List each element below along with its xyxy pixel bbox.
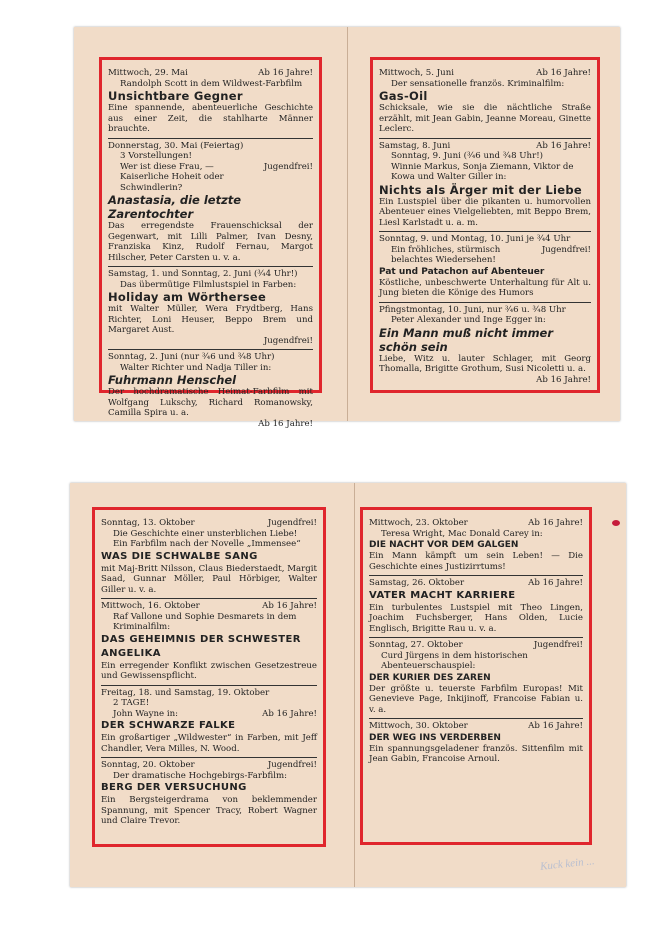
program-panel-top-right (370, 57, 600, 393)
intro-text: Das übermütige Filmlustspiel in Farben: (120, 279, 297, 290)
film-description: mit Maj-Britt Nilsson, Claus Biederstaedt, Margit Saad, Gunnar Möller, Paul Hörbiger, Walter Giller u. v. a. (101, 563, 317, 595)
age-rating: Ab 16 Jahre! (528, 518, 583, 528)
intro-text: 3 Vorstellungen! (120, 151, 192, 161)
film-description: mit Walter Müller, Wera Frydtberg, Hans Richter, Loni Heuser, Beppo Brem und Margaret Aust. (108, 304, 313, 335)
date-row (379, 141, 591, 152)
film-description: Ein turbulentes Lustspiel mit Theo Lingen, Joachim Fuchsberger, Hans Olden, Lucie Englisch, Brigitte Rau u. v. a. (369, 602, 583, 634)
intro-text: Der sensationelle französ. Kriminalfilm: (391, 78, 565, 89)
age-rating: Jugendfrei! (263, 161, 313, 172)
age-rating: Ab 16 Jahre! (262, 601, 317, 611)
screening-date: Samstag, 26. Oktober (369, 578, 465, 588)
screening-date: Sonntag, 13. Oktober (101, 518, 195, 528)
film-description: Ein spannungsgeladener französ. Sittenfilm mit Jean Gabin, Francoise Arnoul. (369, 743, 583, 764)
intro-text: John Wayne in: (113, 708, 179, 719)
age-rating: Jugendfrei! (263, 335, 313, 346)
date-row (101, 688, 317, 699)
date-row (108, 141, 313, 152)
film-title: BERG DER VERSUCHUNG (101, 782, 247, 793)
program-entry (101, 599, 317, 686)
fold-line (354, 483, 355, 887)
program-entry (379, 66, 591, 139)
screening-date: Freitag, 18. und Samstag, 19. Oktober (101, 687, 270, 698)
screening-date: Donnerstag, 30. Mai (Feiertag) (108, 140, 244, 151)
program-entry (369, 638, 583, 719)
screening-date: Mittwoch, 23. Oktober (369, 518, 468, 528)
program-entry (369, 576, 583, 638)
program-entry (379, 139, 591, 233)
film-title: VATER MACHT KARRIERE (369, 589, 516, 601)
film-title: Nichts als Ärger mit der Liebe (379, 182, 582, 197)
intro-text: Ein Farbfilm nach der Novelle „Immensee“ (113, 539, 301, 549)
film-description: Schicksale, wie sie die nächtliche Straße erzählt, mit Jean Gabin, Jeanne Moreau, Ginette Leclerc. (379, 103, 591, 134)
age-rating: Jugendfrei! (533, 640, 583, 650)
film-description: Köstliche, unbeschwerte Unterhaltung für Alt u. Jung bieten die Könige des Humors (379, 277, 591, 298)
date-row (108, 269, 313, 280)
film-title: DER KURIER DES ZAREN (369, 672, 491, 683)
date-row (369, 640, 583, 651)
program-panel-bottom-left (92, 507, 326, 847)
film-title: Ein Mann muß nicht immer schön sein (379, 325, 554, 354)
intro-text: Raf Vallone und Sophie Desmarets in dem Kriminalfilm: (113, 611, 297, 632)
program-panel-bottom-right (360, 507, 592, 845)
screening-date: Mittwoch, 5. Juni (379, 68, 454, 78)
intro-text: 2 TAGE! (113, 698, 150, 708)
age-rating: Jugendfrei! (541, 244, 591, 255)
ink-stain (612, 520, 620, 526)
film-description: Ein Bergsteigerdrama von beklemmender Spannung, mit Spencer Tracy, Robert Wagner und Claire Trevor. (101, 795, 317, 826)
age-rating: Ab 16 Jahre! (262, 708, 317, 719)
handwritten-note: Kuck kein ... (539, 855, 596, 873)
intro-text: Wer ist diese Frau, — Kaiserliche Hoheit oder Schwindlerin? (120, 161, 224, 193)
film-description: Ein großartiger „Wildwester“ in Farben, mit Jeff Chandler, Vera Milles, N. Wood. (101, 733, 317, 754)
intro-row (379, 245, 591, 266)
screening-date: Pfingstmontag, 10. Juni, nur ¾6 u. ¾8 Uhr (379, 304, 566, 315)
program-entry (108, 267, 313, 350)
film-title: Holiday am Wörthersee (108, 290, 267, 304)
age-rating: Ab 16 Jahre! (536, 68, 591, 78)
film-description: Der hochdramatische Heimat-Farbfilm mit Wolfgang Lukschy, Richard Romanowsky, Camilla Spira u. a. (108, 387, 313, 418)
film-title: Fuhrmann Henschel (108, 373, 237, 387)
age-rating: Ab 16 Jahre! (536, 374, 591, 385)
screening-date: Samstag, 1. und Sonntag, 2. Juni (¾4 Uhr!) (108, 269, 298, 279)
intro-text: Winnie Markus, Sonja Ziemann, Viktor de Kowa und Walter Giller in: (391, 161, 574, 182)
intro-row (108, 162, 313, 194)
intro-text: Sonntag, 9. Juni (¾6 und ¾8 Uhr!) (391, 151, 544, 161)
age-rating: Ab 16 Jahre! (536, 140, 591, 151)
screening-date: Sonntag, 20. Oktober (101, 760, 195, 770)
date-row (108, 68, 313, 79)
program-entry (108, 139, 313, 268)
screening-date: Sonntag, 2. Juni (nur ¾6 und ¾8 Uhr) (108, 352, 275, 362)
age-rating: Ab 16 Jahre! (258, 68, 313, 78)
age-rating: Jugendfrei! (267, 518, 317, 528)
screening-date: Sonntag, 9. und Montag, 10. Juni je ¾4 Uhr (379, 234, 571, 244)
date-row (108, 352, 313, 363)
intro-text: Walter Richter und Nadja Tiller in: (120, 362, 272, 373)
program-entry (379, 232, 591, 303)
program-entry (369, 516, 583, 576)
intro-text: Ein fröhliches, stürmisch belachtes Wiedersehen! (391, 244, 501, 265)
intro-row (101, 709, 317, 720)
screening-date: Samstag, 8. Juni (379, 140, 451, 151)
film-description: Eine spannende, abenteuerliche Geschichte aus einer Zeit, die stahlharte Männer brauchte. (108, 103, 313, 134)
film-title: DIE NACHT VOR DEM GALGEN (369, 540, 519, 550)
intro-text: Die Geschichte einer unsterblichen Liebe! (113, 528, 298, 539)
film-description: Der größte u. teuerste Farbfilm Europas! Mit Genevieve Page, Inkijinoff, Francoise Fabian u. v. a. (369, 683, 583, 715)
fold-line (347, 27, 348, 421)
screening-date: Mittwoch, 16. Oktober (101, 601, 200, 611)
screening-date: Mittwoch, 29. Mai (108, 68, 188, 78)
screening-date: Sonntag, 27. Oktober (369, 640, 463, 650)
film-description: Ein erregender Konflikt zwischen Gesetzestreue und Gewissenspflicht. (101, 660, 317, 681)
program-entry (108, 350, 313, 432)
program-entry (101, 758, 317, 830)
film-description: Liebe, Witz u. lauter Schlager, mit Georg Thomalla, Brigitte Grothum, Susi Nicoletti u. a. (379, 353, 591, 374)
film-title: WAS DIE SCHWALBE SANG (101, 550, 258, 562)
film-title: DAS GEHEIMNIS DER SCHWESTER ANGELIKA (101, 633, 301, 659)
film-title: Unsichtbare Gegner (108, 89, 243, 103)
date-row (369, 721, 583, 732)
film-title: DER WEG INS VERDERBEN (369, 732, 501, 743)
date-row (369, 578, 583, 589)
program-entry (379, 303, 591, 389)
film-title: Gas-Oil (379, 89, 428, 103)
date-row (101, 760, 317, 771)
age-rating: Ab 16 Jahre! (528, 721, 583, 731)
age-rating: Jugendfrei! (267, 760, 317, 770)
program-entry (101, 686, 317, 759)
intro-text: Curd Jürgens in dem historischen Abenteuerschauspiel: (381, 650, 528, 671)
film-title: Anastasia, die letzte Zarentochter (108, 193, 242, 221)
date-row (379, 234, 591, 245)
film-description: Ein Mann kämpft um sein Leben! — Die Geschichte eines Justizirrtums! (369, 551, 583, 572)
intro-text: Randolph Scott in dem Wildwest-Farbfilm (120, 78, 303, 89)
film-title: DER SCHWARZE FALKE (101, 720, 236, 731)
program-panel-top-left (99, 57, 322, 429)
intro-text: Der dramatische Hochgebirgs-Farbfilm: (113, 770, 288, 781)
age-rating: Ab 16 Jahre! (258, 418, 313, 429)
program-entry (101, 516, 317, 599)
date-row (101, 518, 317, 529)
date-row (379, 305, 591, 316)
program-entry (108, 66, 313, 139)
intro-text: Teresa Wright, Mac Donald Carey in: (381, 528, 543, 539)
intro-text: Peter Alexander und Inge Egger in: (391, 315, 546, 325)
film-description: Das erregendste Frauenschicksal der Gegenwart, mit Lilli Palmer, Ivan Desny, Franziska Kinz, Rudolf Fernau, Margot Hilscher, Peter Carsten u. v. a. (108, 221, 313, 263)
date-row (369, 518, 583, 529)
age-rating: Ab 16 Jahre! (528, 578, 583, 588)
date-row (379, 68, 591, 79)
film-description: Ein Lustspiel über die pikanten u. humorvollen Abenteuer eines Vielgeliebten, mit Beppo Brem, Liesl Karlstadt u. a. m. (379, 196, 591, 228)
program-entry (369, 719, 583, 768)
date-row (101, 601, 317, 612)
screening-date: Mittwoch, 30. Oktober (369, 721, 468, 731)
film-title: Pat und Patachon auf Abenteuer (379, 266, 545, 277)
